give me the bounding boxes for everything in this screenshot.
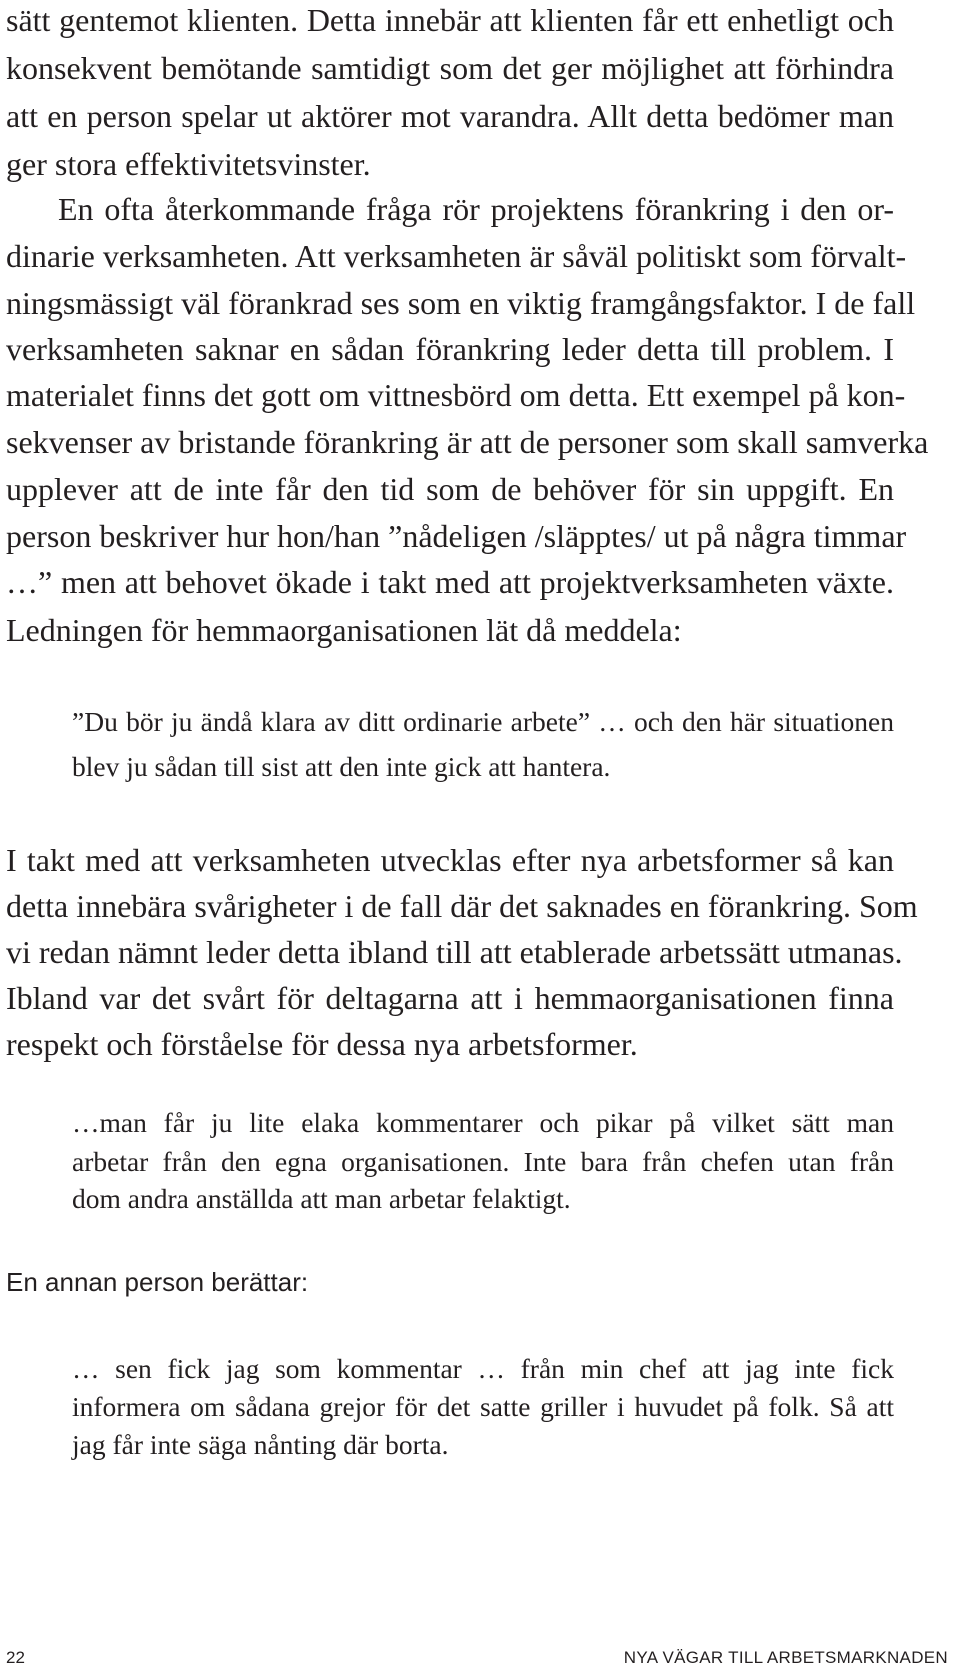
text-line: sekvenser av bristande förankring är att de personer som skall samverka — [6, 424, 929, 460]
text-line: En ofta återkommande fråga rör projektens förankring i den or- — [58, 191, 894, 227]
text-line: materialet finns det gott om vittnesbörd om detta. Ett exempel på kon- — [6, 377, 906, 413]
text-line: En annan person berättar: — [6, 1267, 309, 1297]
text-line: Ibland var det svårt för deltagarna att i hemmaorganisationen finna — [6, 980, 894, 1016]
text-line: konsekvent bemötande samtidigt som det ger möjlighet att förhindra — [6, 50, 894, 86]
text-line: ger stora effektivitetsvinster. — [6, 146, 371, 182]
quote-line: …man får ju lite elaka kommentarer och pikar på vilket sätt man — [72, 1107, 894, 1138]
text-line: vi redan nämnt leder detta ibland till att etablerade arbetssätt utmanas. — [6, 934, 903, 970]
running-title: NYA VÄGAR TILL ARBETSMARKNADEN — [623, 1648, 948, 1667]
text-line: Ledningen för hemmaorganisationen lät då meddela: — [6, 612, 682, 648]
text-line: sätt gentemot klienten. Detta innebär att klienten får ett enhetligt och — [6, 2, 894, 38]
quote-line: informera om sådana grejor för det satte griller i huvudet på folk. Så att — [72, 1391, 894, 1422]
quote-line: arbetar från den egna organisationen. Inte bara från chefen utan från — [72, 1146, 894, 1177]
text-line: verksamheten saknar en sådan förankring leder detta till problem. I — [6, 331, 894, 367]
text-line: detta innebära svårigheter i de fall där det saknades en förankring. Som — [6, 888, 918, 924]
text-line: ningsmässigt väl förankrad ses som en viktig framgångsfaktor. I de fall — [6, 285, 916, 321]
quote-line: blev ju sådan till sist att den inte gick att hantera. — [72, 751, 611, 782]
text-line: …” men att behovet ökade i takt med att projektverksamheten växte. — [6, 564, 894, 600]
text-line: respekt och förståelse för dessa nya arbetsformer. — [6, 1026, 638, 1062]
quote-line: ”Du bör ju ändå klara av ditt ordinarie arbete” … och den här situationen — [72, 706, 894, 737]
quote-line: … sen fick jag som kommentar … från min chef att jag inte fick — [72, 1353, 894, 1384]
text-line: att en person spelar ut aktörer mot varandra. Allt detta bedömer man — [6, 98, 894, 134]
quote-line: dom andra anställda att man arbetar felaktigt. — [72, 1183, 571, 1214]
page-number: 22 — [6, 1648, 25, 1667]
text-line: I takt med att verksamheten utvecklas efter nya arbetsformer så kan — [6, 842, 894, 878]
quote-line: jag får inte säga nånting där borta. — [72, 1429, 449, 1460]
text-line: person beskriver hur hon/han ”nådeligen /släpptes/ ut på några timmar — [6, 518, 907, 554]
text-line: dinarie verksamheten. Att verksamheten är såväl politiskt som förvalt- — [6, 238, 907, 274]
text-line: upplever att de inte får den tid som de behöver för sin uppgift. En — [6, 471, 894, 507]
